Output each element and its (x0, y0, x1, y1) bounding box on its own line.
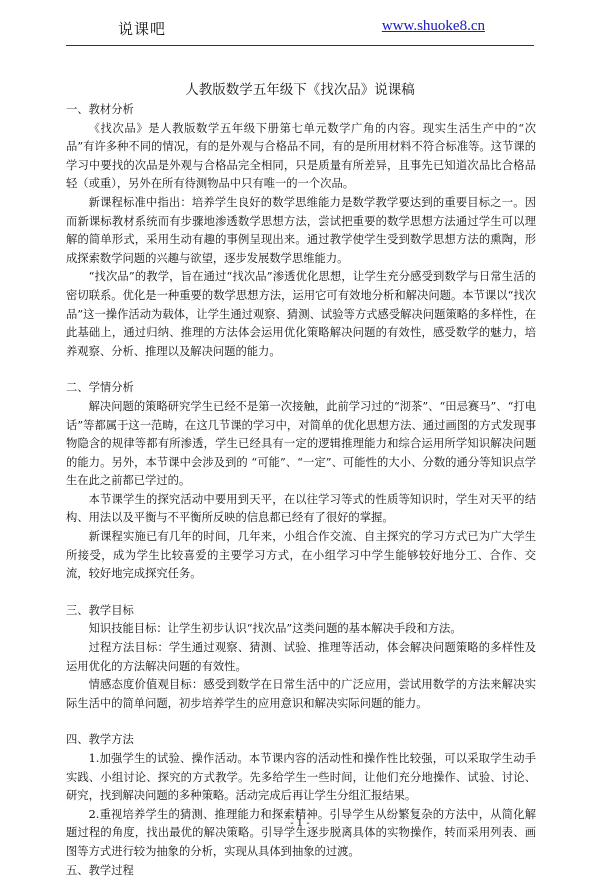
page-number: - 1 - (290, 818, 310, 829)
section-gap (66, 713, 536, 731)
document-body (66, 101, 536, 880)
site-name: 说课吧 (118, 20, 167, 38)
document-title: 人教版数学五年级下《找次品》说课稿 (185, 82, 415, 98)
paragraph: 解决问题的策略研究学生已经不是第一次接触，此前学习过的“沏茶”、“田忌赛马”、“打电话”等都属于这一范畴，在这几节课的学习中，对简单的优化思想方法、通过画图的方式发现事物隐含的规律等都有所渗透，学生已经具有一定的逻辑推理能力和综合运用所学知识解决问题的能力。另外，本节课中会涉及到的 “可能”、“一定”、可能性的大小、分数的通分等知识点学生在此之前都已学过的。 (66, 399, 536, 488)
section-gap (66, 361, 536, 379)
paragraph: 过程方法目标：学生通过观察、猜测、试验、推理等活动，体会解决问题策略的多样性及运用优化的方法解决问题的有效性。 (66, 641, 536, 673)
paragraph: 1.加强学生的试验、操作活动。本节课内容的活动性和操作性比较强，可以采取学生动手实践、小组讨论、探究的方式教学。先多给学生一些时间，让他们充分地操作、试验、讨论、研究，找到解决问题的多种策略。活动完成后再让学生分组汇报结果。 (66, 752, 536, 803)
paragraph: 新课程实施已有几年的时间，几年来，小组合作交流、自主探究的学习方式已为广大学生所接受，成为学生比较喜爱的主要学习方式，在小组学习中学生能够较好地分工、合作、交流，较好地完成探究任务。 (66, 530, 536, 581)
section-heading: 五、教学过程 (66, 863, 134, 877)
section-heading: 四、教学方法 (66, 733, 134, 747)
section-gap (66, 584, 536, 602)
section-heading: 三、教学目标 (66, 603, 134, 617)
site-url-link[interactable]: www.shuoke8.cn (381, 18, 485, 34)
paragraph: 知识技能目标：让学生初步认识“找次品”这类问题的基本解决手段和方法。 (88, 622, 462, 636)
paragraph: 本节课学生的探究活动中要用到天平，在以往学习等式的性质等知识时，学生对天平的结构、用法以及平衡与不平衡所反映的信息都已经有了很好的掌握。 (66, 492, 536, 525)
section-heading: 一、教材分析 (66, 103, 134, 116)
paragraph: 2.重视培养学生的猜测、推理能力和探索精神。引导学生从纷繁复杂的方法中，从简化解题过程的角度，找出最优的解决策略。引导学生逐步脱离具体的实物操作，转而采用列表、画图等方式进行较为抽象的分析，实现从具体到抽象的过渡。 (66, 807, 536, 858)
section-heading: 二、学情分析 (66, 381, 134, 395)
paragraph: 情感态度价值观目标：感受到数学在日常生活中的广泛应用，尝试用数学的方法来解决实际生活中的简单问题，初步培养学生的应用意识和解决实际问题的能力。 (66, 678, 536, 710)
header-divider (66, 45, 534, 46)
paragraph: “找次品”的教学，旨在通过“找次品”渗透优化思想，让学生充分感受到数学与日常生活的密切联系。优化是一种重要的数学思想方法，运用它可有效地分析和解决问题。本节课以“找次品”这一操作活动为载体，让学生通过观察、猜测、试验等方式感受解决问题策略的多样性，在此基础上，通过归纳、推理的方法体会运用优化策略解决问题的有效性，感受数学的魅力，培养观察、分析、推理以及解决问题的能力。 (66, 270, 536, 358)
page-header (118, 18, 485, 44)
paragraph: 《找次品》是人教版数学五年级下册第七单元数学广角的内容。现实生活生产中的“次品”有许多种不同的情况，有的是外观与合格品不同，有的是所用材料不符合标准等。这节课的学习中要找的次品是外观与合格品完全相同，只是质量有所差异，且事先已知道次品比合格品轻（或重），另外在所有待测物品中只有唯一的一个次品。 (66, 121, 536, 191)
paragraph: 新课程标准中指出：培养学生良好的数学思维能力是数学教学要达到的重要目标之一。因而新课标教材系统而有步骤地渗透数学思想方法，尝试把重要的数学思想方法通过学生可以理解的简单形式，采用生动有趣的事例呈现出来。通过教学使学生受到数学思想方法的熏陶，形成探索数学问题的兴趣与欲望，逐步发展数学思维能力。 (66, 195, 536, 265)
